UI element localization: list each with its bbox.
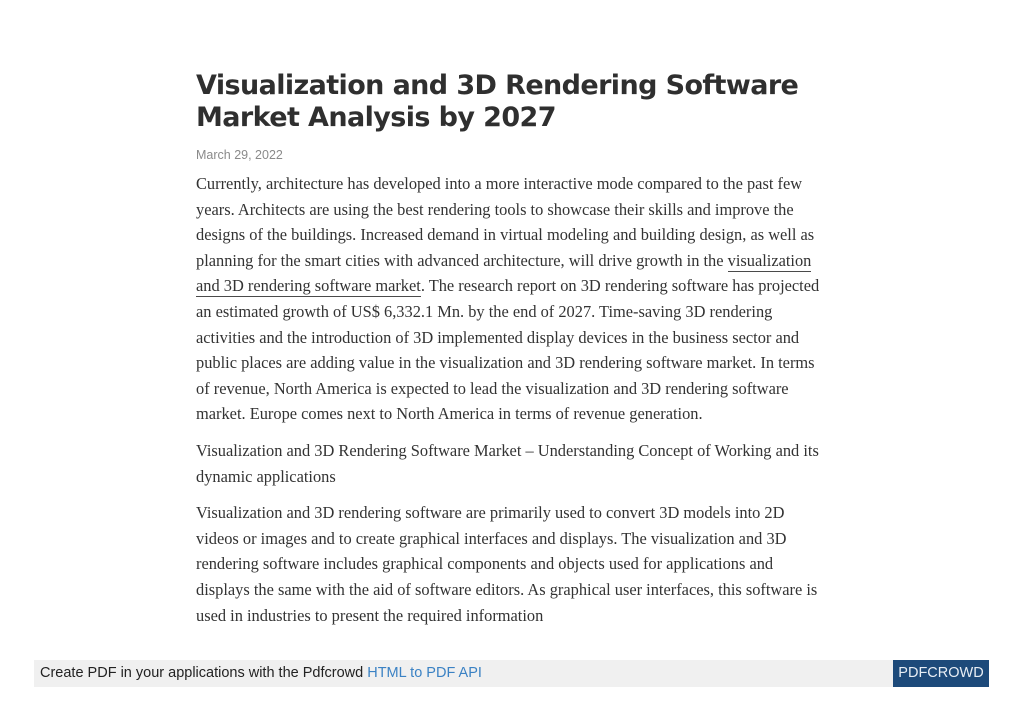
article-date: March 29, 2022 (196, 148, 283, 162)
footer-text (40, 665, 482, 682)
paragraph-1-text-end: . The research report on 3D rendering software has projected an estimated growth of US$ 6,332.1 Mn. by the end of 2027. Time-saving 3D rendering activities and the introduction of 3D implemented display devices in the business sector and public places are adding value in the visualization and 3D rendering software market. In terms of revenue, North America is expected to lead the visualization and 3D rendering software market. Europe comes next to North America in terms of revenue generation. (196, 276, 820, 424)
pdfcrowd-footer (34, 660, 989, 687)
footer-label: Create PDF in your applications with the Pdfcrowd (40, 665, 368, 681)
html-to-pdf-api-link[interactable]: HTML to PDF API (367, 665, 482, 681)
article (196, 70, 828, 628)
article-paragraph-2: Visualization and 3D Rendering Software Market – Understanding Concept of Working and its dynamic applications (196, 440, 819, 486)
market-link[interactable]: visualization and 3D rendering software market (196, 250, 812, 296)
article-paragraph-3: Visualization and 3D rendering software are primarily used to convert 3D models into 2D videos or images and to create graphical interfaces and displays. The visualization and 3D rendering software includes graphical components and objects used for applications and displays the same with the aid of software editors. As graphical user interfaces, this software is used in industries to present the required information (196, 503, 818, 625)
article-title: Visualization and 3D Rendering Software Market Analysis by 2027 (196, 70, 799, 133)
article-paragraph-1 (196, 171, 828, 427)
pdfcrowd-badge-button[interactable]: PDFCROWD (893, 660, 989, 687)
paragraph-1-text-start: Currently, architecture has developed into a more interactive mode compared to the past few years. Architects are using the best rendering tools to showcase their skills and improve the designs of the buildings. Increased demand in virtual modeling and building design, as well as planning for the smart cities with advanced architecture, will drive growth in the (196, 174, 815, 270)
